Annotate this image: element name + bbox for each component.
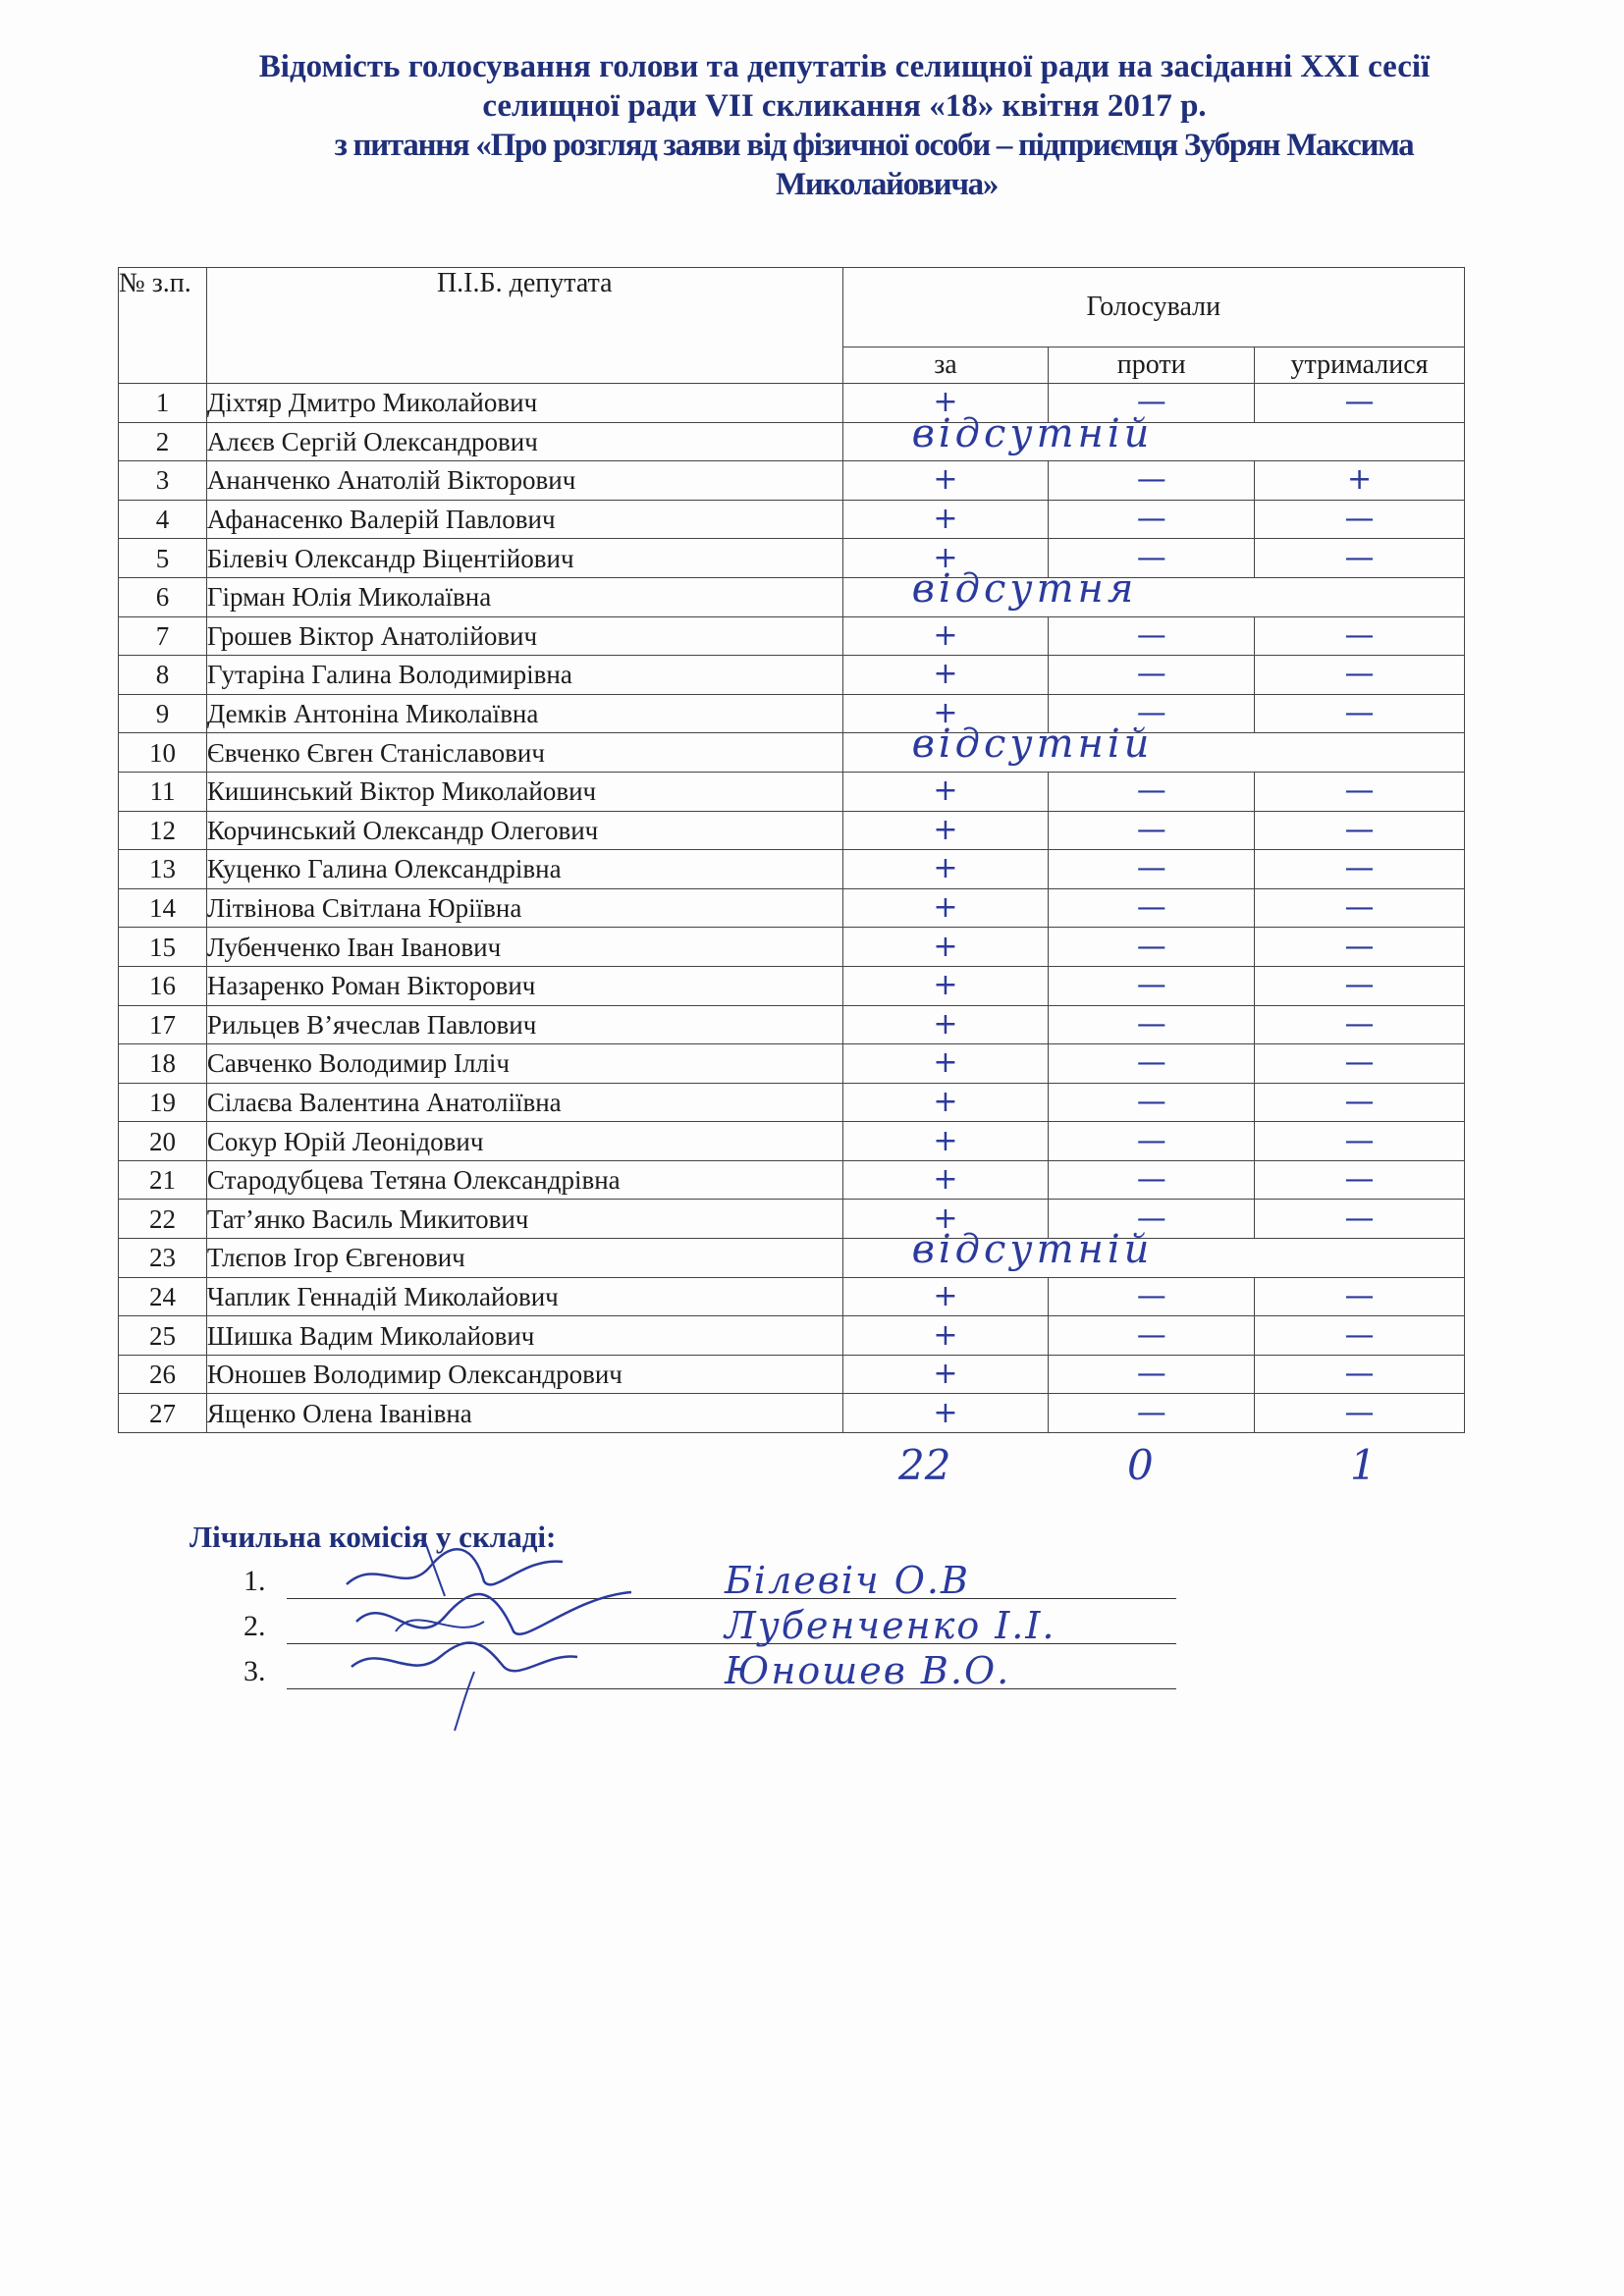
vote-abstain-mark: —	[1344, 1357, 1375, 1392]
member-name: Білевіч О.В	[725, 1559, 970, 1602]
vote-abstain-mark: —	[1344, 1201, 1375, 1236]
vote-for-cell	[842, 1355, 1049, 1394]
deputy-name: Ананченко Анатолій Вікторович	[206, 461, 842, 501]
vote-abstain-cell	[1255, 1005, 1465, 1044]
vote-against-cell	[1049, 1044, 1255, 1084]
vote-for-cell	[842, 850, 1049, 889]
vote-for-mark: +	[933, 462, 958, 498]
deputy-name: Алєєв Сергій Олександрович	[206, 422, 842, 461]
vote-for-cell	[842, 461, 1049, 501]
vote-against-cell	[1049, 1083, 1255, 1122]
table-row	[119, 694, 1465, 733]
deputy-name: Сілаєва Валентина Анатоліївна	[206, 1083, 842, 1122]
vote-against-mark: —	[1136, 1123, 1166, 1158]
vote-for-cell	[842, 1083, 1049, 1122]
deputy-name: Гутаріна Галина Володимирівна	[206, 656, 842, 695]
vote-against-cell	[1049, 850, 1255, 889]
col-number-header: № з.п.	[119, 268, 207, 384]
table-row	[119, 1316, 1465, 1356]
row-number: 23	[119, 1239, 207, 1278]
vote-against-cell	[1049, 1394, 1255, 1433]
row-number: 6	[119, 577, 207, 616]
table-row	[119, 577, 1465, 616]
vote-abstain-cell	[1255, 1200, 1465, 1239]
table-row	[119, 422, 1465, 461]
table-row	[119, 928, 1465, 967]
vote-against-mark: —	[1136, 1317, 1166, 1353]
vote-abstain-mark: —	[1344, 385, 1375, 420]
vote-for-cell	[842, 1316, 1049, 1356]
deputy-name: Ященко Олена Іванівна	[206, 1394, 842, 1433]
row-number: 13	[119, 850, 207, 889]
vote-against-mark: —	[1136, 1006, 1166, 1041]
deputy-name: Діхтяр Дмитро Миколайович	[206, 384, 842, 423]
row-number: 3	[119, 461, 207, 501]
row-number: 26	[119, 1355, 207, 1394]
vote-abstain-cell	[1255, 1083, 1465, 1122]
vote-abstain-mark: —	[1344, 890, 1375, 926]
vote-abstain-mark: —	[1344, 1084, 1375, 1119]
row-number: 24	[119, 1277, 207, 1316]
deputy-name: Тлєпов Ігор Євгенович	[206, 1239, 842, 1278]
table-row	[119, 733, 1465, 773]
vote-for-mark: +	[933, 540, 958, 575]
table-row	[119, 1394, 1465, 1433]
vote-abstain-mark: —	[1344, 1006, 1375, 1041]
deputy-name: Білевіч Олександр Віцентійович	[206, 539, 842, 578]
vote-for-cell	[842, 1277, 1049, 1316]
vote-for-mark: +	[933, 851, 958, 886]
absent-cell	[842, 565, 1464, 616]
vote-for-cell	[842, 500, 1049, 539]
vote-for-mark: +	[933, 1395, 958, 1430]
vote-against-mark: —	[1136, 502, 1166, 537]
vote-against-cell	[1049, 928, 1255, 967]
vote-abstain-cell	[1255, 539, 1465, 578]
row-number: 4	[119, 500, 207, 539]
document-title	[147, 47, 1542, 204]
table-body	[119, 384, 1465, 1433]
deputy-name: Назаренко Роман Вікторович	[206, 966, 842, 1005]
vote-for-mark: +	[933, 774, 958, 809]
vote-for-mark: +	[933, 812, 958, 847]
vote-for-mark: +	[933, 1201, 958, 1236]
vote-abstain-cell	[1255, 1277, 1465, 1316]
vote-abstain-mark: —	[1344, 1162, 1375, 1198]
col-name-header: П.І.Б. депутата	[206, 268, 842, 384]
member-number: 3.	[244, 1655, 266, 1687]
vote-for-mark: +	[933, 1006, 958, 1041]
vote-against-mark: —	[1136, 968, 1166, 1003]
table-row	[119, 539, 1465, 578]
vote-against-cell	[1049, 1316, 1255, 1356]
vote-abstain-mark: +	[1346, 462, 1373, 498]
row-number: 12	[119, 811, 207, 850]
vote-abstain-mark: —	[1344, 851, 1375, 886]
vote-against-mark: —	[1136, 774, 1166, 809]
vote-for-cell	[842, 1394, 1049, 1433]
table-row	[119, 500, 1465, 539]
table-row	[119, 616, 1465, 656]
table-row	[119, 966, 1465, 1005]
deputy-name: Літвінова Світлана Юріївна	[206, 888, 842, 928]
vote-against-mark: —	[1136, 1084, 1166, 1119]
title-line-3: з питання «Про розгляд заяви від фізичної особи – підприємця Зубрян Максима	[334, 128, 1414, 163]
vote-for-mark: +	[933, 1317, 958, 1353]
vote-for-cell	[842, 1160, 1049, 1200]
vote-for-mark: +	[933, 890, 958, 926]
deputy-name: Корчинський Олександр Олегович	[206, 811, 842, 850]
absent-cell	[842, 721, 1464, 773]
row-number: 17	[119, 1005, 207, 1044]
vote-abstain-cell	[1255, 1160, 1465, 1200]
vote-abstain-cell	[1255, 772, 1465, 811]
vote-for-cell	[842, 772, 1049, 811]
row-number: 11	[119, 772, 207, 811]
vote-abstain-mark: —	[1344, 502, 1375, 537]
table-row	[119, 1239, 1465, 1278]
vote-for-mark: +	[933, 1278, 958, 1313]
vote-against-mark: —	[1136, 1278, 1166, 1313]
vote-for-mark: +	[933, 696, 958, 731]
absent-cell	[842, 1227, 1464, 1278]
vote-against-cell	[1049, 616, 1255, 656]
table-row	[119, 888, 1465, 928]
table-row	[119, 1083, 1465, 1122]
member-number: 2.	[244, 1610, 266, 1642]
member-number: 1.	[244, 1565, 266, 1597]
signature-icon	[337, 1628, 592, 1735]
vote-for-cell	[842, 616, 1049, 656]
row-number: 27	[119, 1394, 207, 1433]
row-number: 2	[119, 422, 207, 461]
absent-mark: відсутня	[911, 565, 1138, 612]
vote-abstain-cell	[1255, 500, 1465, 539]
vote-abstain-mark: —	[1344, 774, 1375, 809]
row-number: 15	[119, 928, 207, 967]
row-number: 8	[119, 656, 207, 695]
col-votes-header: Голосували	[842, 268, 1464, 347]
absent-mark: відсутній	[911, 410, 1154, 456]
vote-for-cell	[842, 928, 1049, 967]
col-against-header: проти	[1049, 347, 1255, 384]
title-line-1: Відомість голосування голови та депутатів селищної ради на засіданні XXI сесії	[258, 49, 1431, 84]
deputy-name: Рильцев В’ячеслав Павлович	[206, 1005, 842, 1044]
vote-abstain-mark: —	[1344, 1123, 1375, 1158]
col-abstain-header: утрималися	[1255, 347, 1465, 384]
vote-against-mark: —	[1136, 462, 1166, 498]
vote-for-mark: +	[933, 385, 958, 420]
vote-for-mark: +	[933, 657, 958, 692]
vote-abstain-mark: —	[1344, 1045, 1375, 1081]
col-for-header: за	[842, 347, 1049, 384]
vote-for-mark: +	[933, 1045, 958, 1081]
deputy-name: Чаплик Геннадій Миколайович	[206, 1277, 842, 1316]
row-number: 20	[119, 1122, 207, 1161]
vote-abstain-cell	[1255, 850, 1465, 889]
vote-abstain-mark: —	[1344, 1317, 1375, 1353]
row-number: 25	[119, 1316, 207, 1356]
vote-abstain-cell	[1255, 694, 1465, 733]
member-name: Лубенченко І.І.	[725, 1604, 1056, 1647]
vote-against-mark: —	[1136, 890, 1166, 926]
vote-against-cell	[1049, 966, 1255, 1005]
row-number: 10	[119, 733, 207, 773]
table-row	[119, 811, 1465, 850]
deputy-name: Шишка Вадим Миколайович	[206, 1316, 842, 1356]
vote-against-mark: —	[1136, 657, 1166, 692]
vote-against-cell	[1049, 1122, 1255, 1161]
vote-abstain-mark: —	[1344, 1278, 1375, 1313]
vote-for-cell	[842, 811, 1049, 850]
vote-against-cell	[1049, 811, 1255, 850]
deputy-name: Куценко Галина Олександрівна	[206, 850, 842, 889]
vote-abstain-mark: —	[1344, 540, 1375, 575]
absent-mark: відсутній	[911, 1227, 1154, 1273]
deputy-name: Афанасенко Валерій Павлович	[206, 500, 842, 539]
vote-against-mark: —	[1136, 851, 1166, 886]
vote-against-mark: —	[1136, 1045, 1166, 1081]
vote-for-mark: +	[933, 1123, 958, 1158]
deputy-name: Грошев Віктор Анатолійович	[206, 616, 842, 656]
table-row	[119, 772, 1465, 811]
vote-abstain-mark: —	[1344, 657, 1375, 692]
absent-mark: відсутній	[911, 721, 1154, 768]
vote-against-cell	[1049, 1005, 1255, 1044]
vote-against-mark: —	[1136, 1357, 1166, 1392]
vote-for-cell	[842, 1122, 1049, 1161]
vote-abstain-cell	[1255, 966, 1465, 1005]
counting-commission-label: Лічильна комісія у складі:	[189, 1520, 557, 1554]
vote-abstain-cell	[1255, 928, 1465, 967]
vote-abstain-cell	[1255, 1044, 1465, 1084]
deputy-name: Гірман Юлія Миколаївна	[206, 577, 842, 616]
vote-against-cell	[1049, 500, 1255, 539]
member-name: Юношев В.О.	[725, 1649, 1011, 1692]
table-row	[119, 461, 1465, 501]
vote-against-mark: —	[1136, 385, 1166, 420]
deputy-name: Євченко Євген Станіславович	[206, 733, 842, 773]
vote-abstain-cell	[1255, 1122, 1465, 1161]
vote-against-cell	[1049, 772, 1255, 811]
vote-against-mark: —	[1136, 1201, 1166, 1236]
vote-against-mark: —	[1136, 812, 1166, 847]
row-number: 16	[119, 966, 207, 1005]
table-row	[119, 1005, 1465, 1044]
table-row	[119, 656, 1465, 695]
vote-abstain-mark: —	[1344, 968, 1375, 1003]
vote-abstain-cell	[1255, 811, 1465, 850]
vote-for-mark: +	[933, 1357, 958, 1392]
vote-for-cell	[842, 1044, 1049, 1084]
row-number: 21	[119, 1160, 207, 1200]
vote-against-mark: —	[1136, 617, 1166, 653]
vote-for-cell	[842, 966, 1049, 1005]
vote-for-mark: +	[933, 1084, 958, 1119]
table-header-row	[119, 268, 1465, 347]
vote-against-cell	[1049, 1160, 1255, 1200]
deputy-name: Кишинський Віктор Миколайович	[206, 772, 842, 811]
vote-against-cell	[1049, 1355, 1255, 1394]
vote-against-mark: —	[1136, 696, 1166, 731]
absent-cell	[842, 410, 1464, 461]
table-row	[119, 1160, 1465, 1200]
row-number: 7	[119, 616, 207, 656]
vote-abstain-cell	[1255, 384, 1465, 423]
total-against: 0	[1127, 1441, 1154, 1489]
vote-against-mark: —	[1136, 540, 1166, 575]
vote-abstain-mark: —	[1344, 812, 1375, 847]
vote-against-cell	[1049, 888, 1255, 928]
vote-against-mark: —	[1136, 929, 1166, 964]
row-number: 22	[119, 1200, 207, 1239]
vote-for-cell	[842, 656, 1049, 695]
row-number: 5	[119, 539, 207, 578]
vote-for-mark: +	[933, 929, 958, 964]
row-number: 1	[119, 384, 207, 423]
row-number: 14	[119, 888, 207, 928]
vote-for-mark: +	[933, 502, 958, 537]
table-row	[119, 850, 1465, 889]
vote-abstain-mark: —	[1344, 929, 1375, 964]
vote-for-mark: +	[933, 617, 958, 653]
title-line-2: селищної ради VII скликання «18» квітня 2017 р.	[482, 88, 1207, 124]
vote-against-cell	[1049, 656, 1255, 695]
vote-abstain-cell	[1255, 461, 1465, 501]
vote-for-cell	[842, 1005, 1049, 1044]
commission-member-3	[244, 1649, 1176, 1694]
vote-abstain-mark: —	[1344, 617, 1375, 653]
vote-against-cell	[1049, 1277, 1255, 1316]
deputy-name: Лубенченко Іван Іванович	[206, 928, 842, 967]
table-row	[119, 1122, 1465, 1161]
vote-abstain-cell	[1255, 656, 1465, 695]
row-number: 9	[119, 694, 207, 733]
deputy-name: Демків Антоніна Миколаївна	[206, 694, 842, 733]
vote-abstain-cell	[1255, 616, 1465, 656]
total-for: 22	[898, 1441, 951, 1489]
row-number: 19	[119, 1083, 207, 1122]
vote-for-mark: +	[933, 968, 958, 1003]
vote-against-cell	[1049, 461, 1255, 501]
vote-against-mark: —	[1136, 1162, 1166, 1198]
table-row	[119, 1355, 1465, 1394]
deputy-name: Стародубцева Тетяна Олександрівна	[206, 1160, 842, 1200]
total-abstain: 1	[1350, 1441, 1377, 1489]
row-number: 18	[119, 1044, 207, 1084]
table-row	[119, 1044, 1465, 1084]
vote-for-cell	[842, 888, 1049, 928]
vote-abstain-cell	[1255, 1355, 1465, 1394]
table-row	[119, 1277, 1465, 1316]
table-row	[119, 1200, 1465, 1239]
vote-abstain-cell	[1255, 888, 1465, 928]
deputy-name: Тат’янко Василь Микитович	[206, 1200, 842, 1239]
deputy-name: Юношев Володимир Олександрович	[206, 1355, 842, 1394]
vote-abstain-mark: —	[1344, 1395, 1375, 1430]
vote-abstain-cell	[1255, 1394, 1465, 1433]
title-line-4: Миколайовича»	[776, 167, 999, 202]
vote-abstain-mark: —	[1344, 696, 1375, 731]
table-row	[119, 384, 1465, 423]
vote-against-mark: —	[1136, 1395, 1166, 1430]
vote-abstain-cell	[1255, 1316, 1465, 1356]
vote-for-mark: +	[933, 1162, 958, 1198]
voting-table	[118, 267, 1465, 1433]
deputy-name: Сокур Юрій Леонідович	[206, 1122, 842, 1161]
deputy-name: Савченко Володимир Ілліч	[206, 1044, 842, 1084]
